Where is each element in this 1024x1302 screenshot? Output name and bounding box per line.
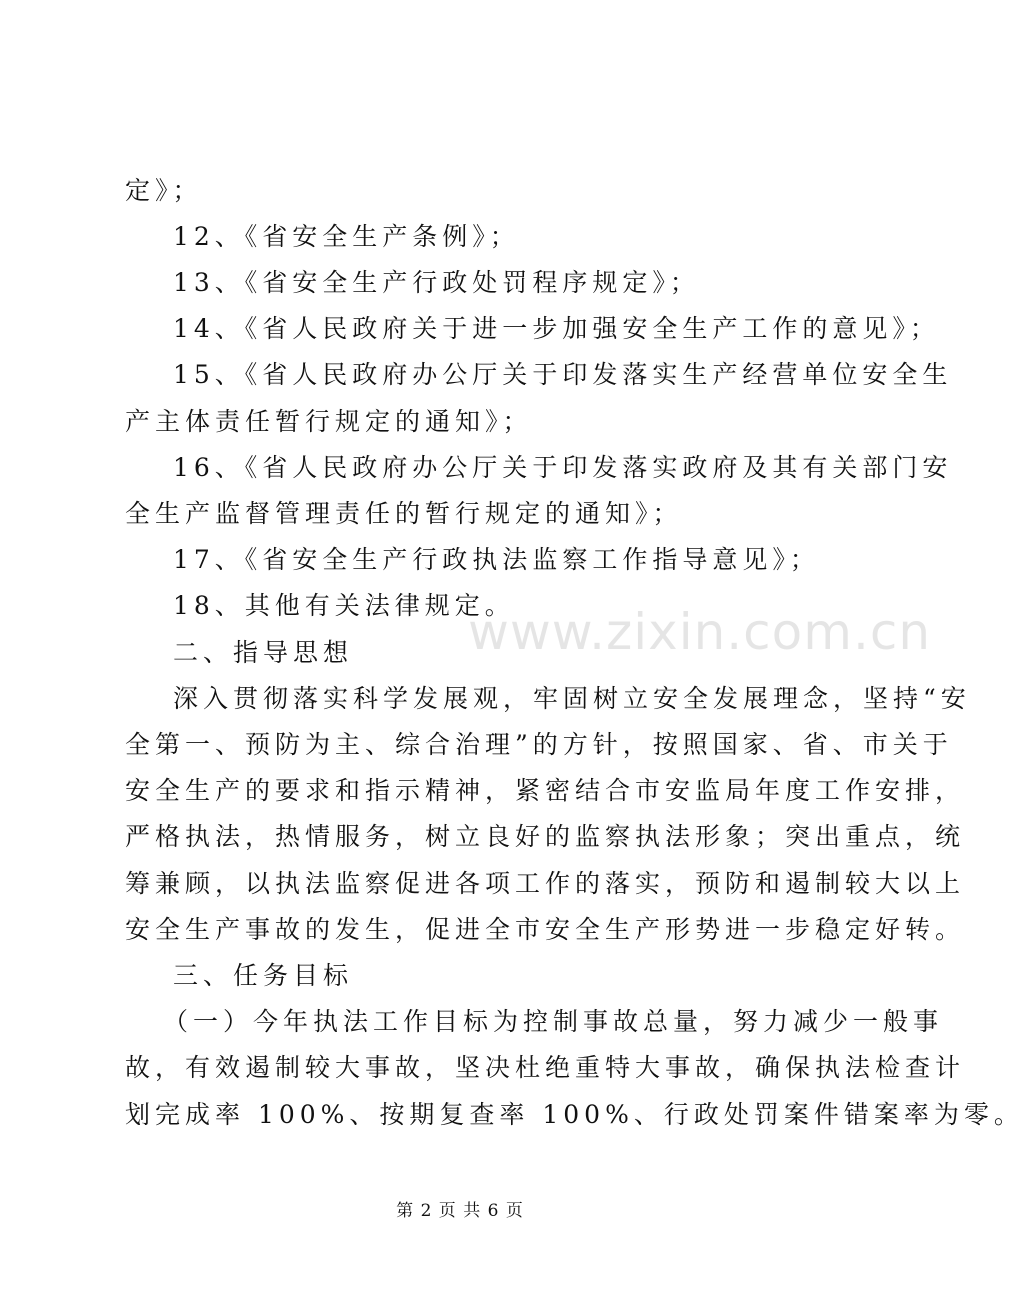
text-line: 安全生产事故的发生，促进全市安全生产形势进一步稳定好转。 [125, 915, 966, 944]
text-line: 产主体责任暂行规定的通知》； [125, 407, 533, 436]
text-line: 安全生产的要求和指示精神，紧密结合市安监局年度工作安排， [125, 776, 966, 805]
text-line: 筹兼顾，以执法监察促进各项工作的落实，预防和遏制较大以上 [125, 869, 966, 898]
text-line: 故，有效遏制较大事故，坚决杜绝重特大事故，确保执法检查计 [125, 1053, 966, 1082]
section-heading: 二、指导思想 [173, 638, 354, 667]
text-line: 16、《省人民政府办公厅关于印发落实政府及其有关部门安 [173, 453, 953, 482]
text-line: 划完成率 100%、按期复查率 100%、行政处罚案件错案率为零。 [125, 1100, 1024, 1129]
text-line: 深入贯彻落实科学发展观，牢固树立安全发展理念，坚持“安 [173, 684, 971, 713]
text-line: 定》； [125, 176, 203, 205]
text-line: 13、《省安全生产行政处罚程序规定》； [173, 268, 700, 297]
text-line: 17、《省安全生产行政执法监察工作指导意见》； [173, 545, 820, 574]
text-line: 14、《省人民政府关于进一步加强安全生产工作的意见》； [173, 314, 940, 343]
section-heading: 三、任务目标 [173, 961, 354, 990]
text-line: （一）今年执法工作目标为控制事故总量，努力减少一般事 [163, 1007, 944, 1036]
text-line: 全生产监督管理责任的暂行规定的通知》； [125, 499, 683, 528]
text-line: 12、《省安全生产条例》； [173, 222, 520, 251]
page-footer: 第 2 页 共 6 页 [396, 1201, 524, 1221]
watermark: www.zixin.com.cn [468, 603, 932, 661]
text-line: 15、《省人民政府办公厅关于印发落实生产经营单位安全生 [173, 360, 953, 389]
text-line: 严格执法，热情服务，树立良好的监察执法形象；突出重点，统 [125, 822, 966, 851]
text-line: 18、其他有关法律规定。 [173, 591, 515, 620]
text-line: 全第一、预防为主、综合治理”的方针，按照国家、省、市关于 [125, 730, 953, 759]
